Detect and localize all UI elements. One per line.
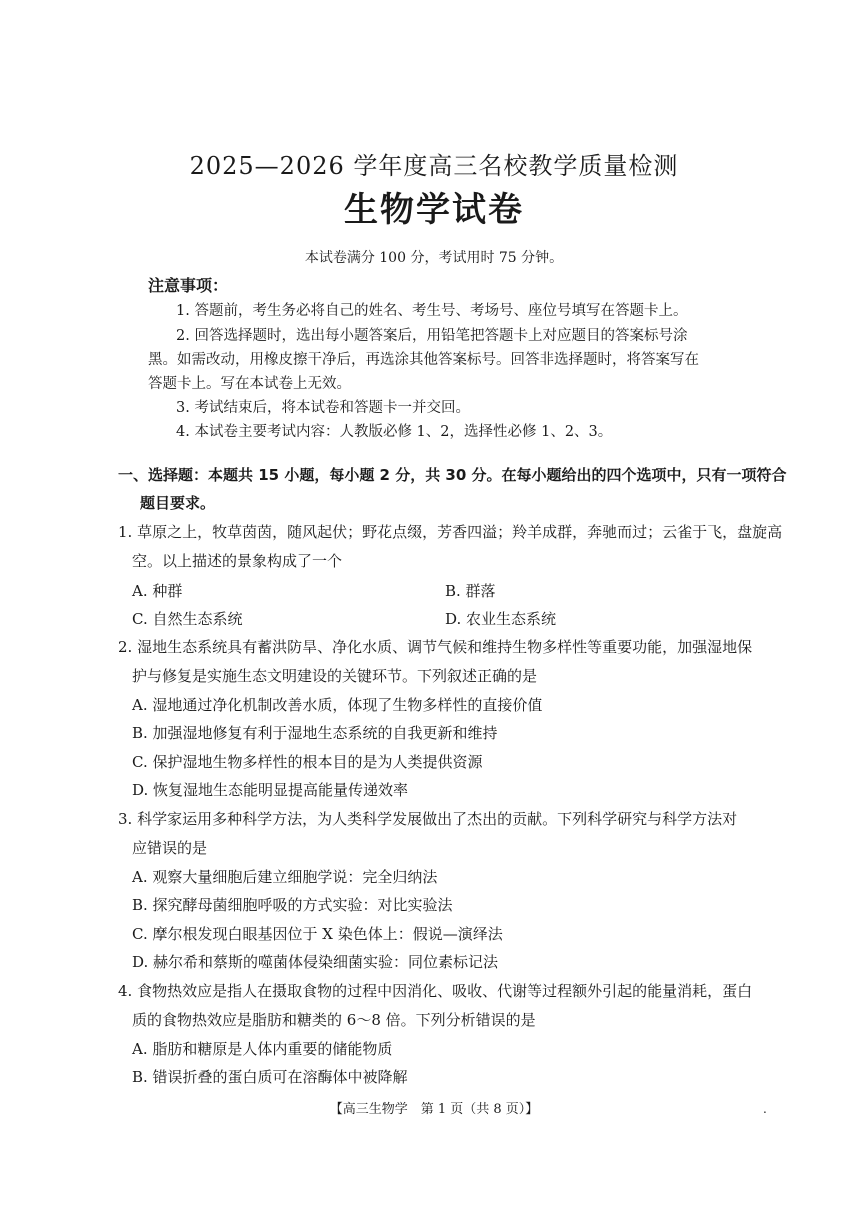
question-2-option-d: D. 恢复湿地生态能明显提高能量传递效率 — [132, 781, 409, 799]
page-footer: 【高三生物学 第 1 页（共 8 页）】 — [329, 1102, 539, 1117]
section-heading: 一、选择题：本题共 15 小题，每小题 2 分，共 30 分。在每小题给出的四个选项中，只有一项符合 — [118, 466, 787, 484]
notice-heading: 注意事项： — [148, 276, 229, 295]
question-1-option-b: B. 群落 — [445, 582, 496, 600]
notice-line: 3. 考试结束后，将本试卷和答题卡一并交回。 — [176, 400, 470, 416]
notice-line: 答题卡上。写在本试卷上无效。 — [148, 376, 351, 392]
question-2-stem-cont: 护与修复是实施生态文明建设的关键环节。下列叙述正确的是 — [132, 667, 538, 685]
question-2-option-a: A. 湿地通过净化机制改善水质，体现了生物多样性的直接价值 — [132, 696, 543, 714]
question-4-stem: 4. 食物热效应是指人在摄取食物的过程中因消化、吸收、代谢等过程额外引起的能量消耗，蛋白 — [118, 982, 753, 1000]
notice-line: 1. 答题前，考生务必将自己的姓名、考生号、考场号、座位号填写在答题卡上。 — [176, 303, 688, 319]
section-heading-cont: 题目要求。 — [140, 494, 216, 512]
question-4-option-a: A. 脂肪和糖原是人体内重要的储能物质 — [132, 1040, 393, 1058]
question-1-option-d: D. 农业生态系统 — [445, 610, 557, 628]
question-1-stem: 1. 草原之上，牧草茵茵，随风起伏；野花点缀，芳香四溢；羚羊成群，奔驰而过；云雀于飞，盘旋高 — [118, 523, 783, 541]
question-3-option-b: B. 探究酵母菌细胞呼吸的方式实验：对比实验法 — [132, 896, 453, 914]
question-2-stem: 2. 湿地生态系统具有蓄洪防旱、净化水质、调节气候和维持生物多样性等重要功能，加强湿地保 — [118, 638, 753, 656]
notice-line: 2. 回答选择题时，选出每小题答案后，用铅笔把答题卡上对应题目的答案标号涂 — [176, 328, 688, 344]
question-3-option-d: D. 赫尔希和蔡斯的噬菌体侵染细菌实验：同位素标记法 — [132, 953, 499, 971]
question-1-stem-cont: 空。以上描述的景象构成了一个 — [132, 552, 343, 570]
exam-title: 2025—2026 学年度高三名校教学质量检测 — [189, 152, 679, 180]
question-4-stem-cont: 质的食物热效应是脂肪和糖类的 6～8 倍。下列分析错误的是 — [132, 1011, 536, 1029]
question-1-option-a: A. 种群 — [132, 582, 183, 600]
question-3-option-a: A. 观察大量细胞后建立细胞学说：完全归纳法 — [132, 868, 438, 886]
question-3-option-c: C. 摩尔根发现白眼基因位于 X 染色体上：假说—演绎法 — [132, 925, 503, 943]
subject-title: 生物学试卷 — [344, 190, 524, 230]
question-2-option-b: B. 加强湿地修复有利于湿地生态系统的自我更新和维持 — [132, 724, 498, 742]
footer-mark: . — [763, 1102, 767, 1116]
question-1-option-c: C. 自然生态系统 — [132, 610, 243, 628]
question-3-stem-cont: 应错误的是 — [132, 839, 208, 857]
question-3-stem: 3. 科学家运用多种科学方法，为人类科学发展做出了杰出的贡献。下列科学研究与科学方法对 — [118, 810, 738, 828]
notice-line: 4. 本试卷主要考试内容：人教版必修 1、2，选择性必修 1、2、3。 — [176, 424, 613, 440]
question-4-option-b: B. 错误折叠的蛋白质可在溶酶体中被降解 — [132, 1068, 408, 1086]
exam-note: 本试卷满分 100 分，考试用时 75 分钟。 — [304, 250, 564, 266]
question-2-option-c: C. 保护湿地生物多样性的根本目的是为人类提供资源 — [132, 753, 483, 771]
notice-line: 黑。如需改动，用橡皮擦干净后，再选涂其他答案标号。回答非选择题时，将答案写在 — [148, 352, 699, 368]
